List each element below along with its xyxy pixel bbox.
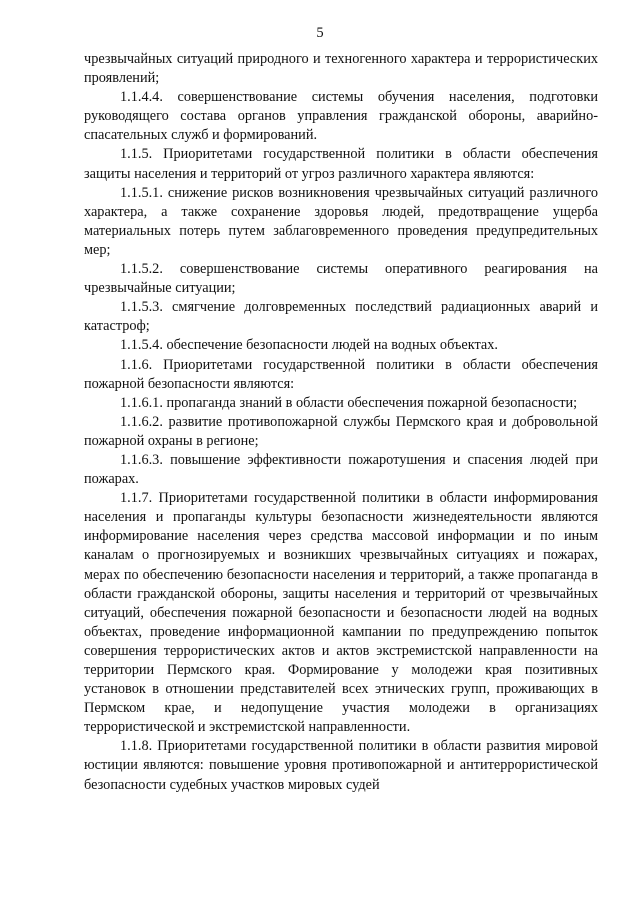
paragraph-1-1-6-2: 1.1.6.2. развитие противопожарной службы Пермского края и добровольной пожарной охраны в регионе; [84,413,598,449]
paragraph-1-1-5: 1.1.5. Приоритетами государственной политики в области обеспечения защиты населения и территорий от угроз различного характера являются: [84,146,598,182]
paragraph-continuation: чрезвычайных ситуаций природного и техногенного характера и террористических проявлений; [84,51,598,87]
paragraph-1-1-5-4: 1.1.5.4. обеспечение безопасности людей на водных объектах. [120,337,498,354]
paragraph-1-1-7: 1.1.7. Приоритетами государственной политики в области информирования населения и пропаганды культуры безопасности жизнедеятельности являются информирование населения через средства массовой информации и по иным каналам о прогнозируемых и возникших чрезвычайных ситуациях и пожарах, мерах по обеспечению безопасности населения и территорий, а также пропаганда в области гражданской обороны, защиты населения и территорий от чрезвычайных ситуаций, обеспечения пожарной безопасности и безопасности людей на водных объектах, проведение информационной кампании по предупреждению попыток совершения террористических актов и актов экстремистской направленности на территории Пермского края. Формирование у молодежи края позитивных установок в отношении представителей всех этнических групп, проживающих в Пермском крае, и недопущение участия молодежи в организациях террористической и экстремистской направленности. [84,490,598,736]
page-number: 5 [316,25,324,41]
paragraph-1-1-6-3: 1.1.6.3. повышение эффективности пожаротушения и спасения людей при пожарах. [84,451,598,488]
paragraph-1-1-5-2: 1.1.5.2. совершенствование системы оперативного реагирования на чрезвычайные ситуации; [84,261,598,297]
paragraph-1-1-5-3: 1.1.5.3. смягчение долговременных последствий радиационных аварий и катастроф; [84,299,598,335]
paragraph-1-1-8: 1.1.8. Приоритетами государственной политики в области развития мировой юстиции являются: повышение уровня противопожарной и антитеррористической безопасности судебных участков мировых судей [84,738,598,793]
document-body [84,50,598,795]
paragraph-1-1-6-1: 1.1.6.1. пропаганда знаний в области обеспечения пожарной безопасности; [120,394,578,411]
paragraph-1-1-5-1: 1.1.5.1. снижение рисков возникновения чрезвычайных ситуаций различного характера, а также сохранение здоровья людей, предотвращение ущерба материальных потерь путем заблаговременного проведения предупредительных мер; [84,184,598,258]
paragraph-1-1-6: 1.1.6. Приоритетами государственной политики в области обеспечения пожарной безопасности являются: [84,356,598,392]
paragraph-1-1-4-4: 1.1.4.4. совершенствование системы обучения населения, подготовки руководящего состава органов управления гражданской обороны, аварийно-спасательных служб и формирований. [84,89,598,144]
